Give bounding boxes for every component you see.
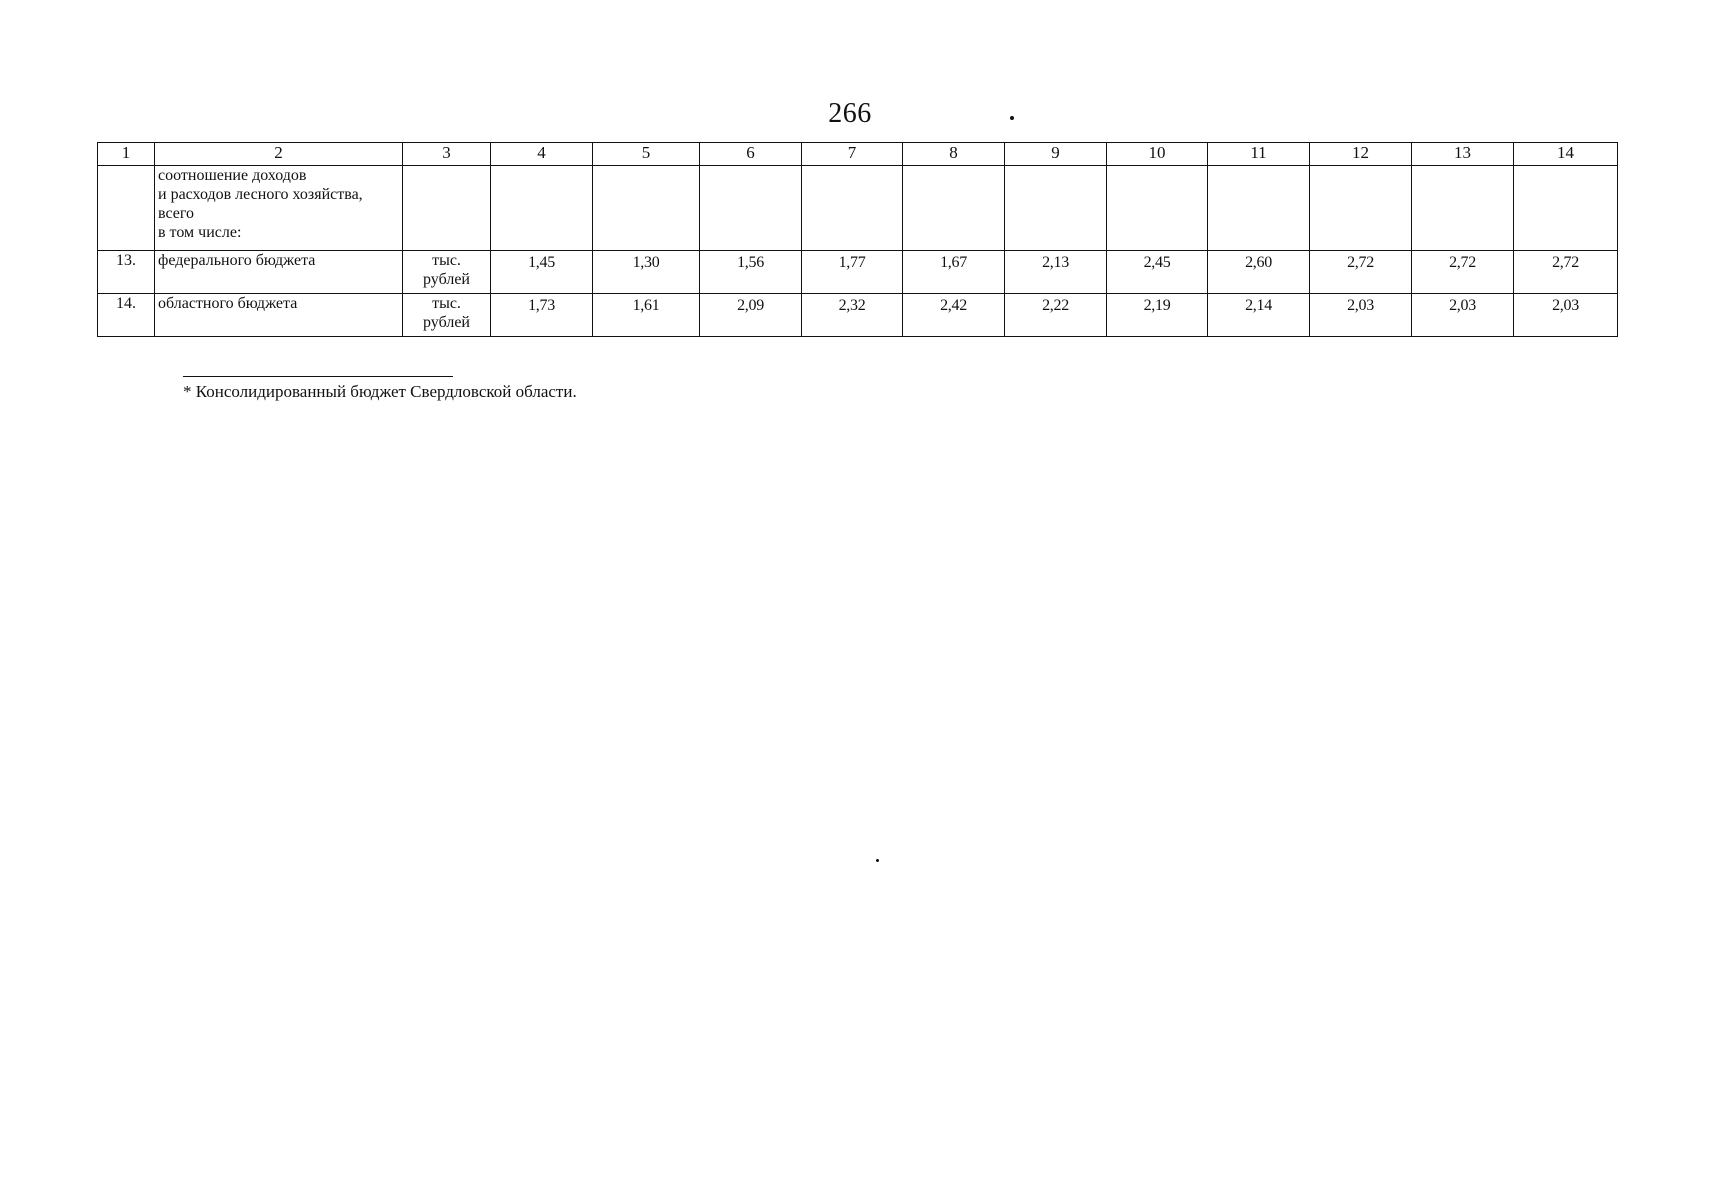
- value-cell: 2,32: [802, 294, 903, 337]
- footnote-divider: [183, 376, 453, 377]
- value-cell: 1,77: [802, 251, 903, 294]
- value-cell: [700, 166, 802, 251]
- table-row-regional: [98, 294, 1618, 337]
- value-cell: 1,45: [491, 251, 593, 294]
- column-header-7: 7: [802, 143, 903, 166]
- column-header-14: 14: [1514, 143, 1618, 166]
- footnote: * Консолидированный бюджет Свердловской области.: [183, 382, 577, 401]
- value-cell: 2,13: [1005, 251, 1107, 294]
- value-cell: 2,42: [903, 294, 1005, 337]
- column-header-12: 12: [1310, 143, 1412, 166]
- value-cell: [593, 166, 700, 251]
- table-row-description: [98, 166, 1618, 251]
- value-cell: 1,30: [593, 251, 700, 294]
- value-cell: [1310, 166, 1412, 251]
- value-cell: 1,67: [903, 251, 1005, 294]
- value-cell: 2,14: [1208, 294, 1310, 337]
- value-cell: [1005, 166, 1107, 251]
- column-header-13: 13: [1412, 143, 1514, 166]
- value-cell: [1412, 166, 1514, 251]
- column-header-10: 10: [1107, 143, 1208, 166]
- column-header-2: 2: [155, 143, 403, 166]
- value-cell: 2,72: [1310, 251, 1412, 294]
- value-cell: [491, 166, 593, 251]
- column-header-1: 1: [98, 143, 155, 166]
- value-cell: 1,61: [593, 294, 700, 337]
- indicator-name-cell: федерального бюджета: [155, 251, 403, 294]
- row-number-cell: 14.: [98, 294, 155, 337]
- column-number-row: [98, 143, 1618, 166]
- value-cell: 1,56: [700, 251, 802, 294]
- row-number-cell: [98, 166, 155, 251]
- value-cell: [1208, 166, 1310, 251]
- value-cell: 2,72: [1412, 251, 1514, 294]
- value-cell: 2,19: [1107, 294, 1208, 337]
- value-cell: 2,03: [1412, 294, 1514, 337]
- unit-cell: [403, 166, 491, 251]
- budget-ratio-table: [97, 142, 1618, 337]
- unit-cell: тыс. рублей: [403, 251, 491, 294]
- unit-cell: тыс. рублей: [403, 294, 491, 337]
- column-header-5: 5: [593, 143, 700, 166]
- value-cell: 2,03: [1514, 294, 1618, 337]
- scan-dot-mark: [876, 859, 879, 862]
- value-cell: 2,45: [1107, 251, 1208, 294]
- column-header-3: 3: [403, 143, 491, 166]
- value-cell: [1514, 166, 1618, 251]
- table-row-federal: [98, 251, 1618, 294]
- value-cell: 2,09: [700, 294, 802, 337]
- column-header-9: 9: [1005, 143, 1107, 166]
- indicator-name-cell: соотношение доходов и расходов лесного хозяйства, всего в том числе:: [155, 166, 403, 251]
- value-cell: [903, 166, 1005, 251]
- indicator-name-cell: областного бюджета: [155, 294, 403, 337]
- value-cell: 2,72: [1514, 251, 1618, 294]
- value-cell: 2,22: [1005, 294, 1107, 337]
- value-cell: [802, 166, 903, 251]
- value-cell: 1,73: [491, 294, 593, 337]
- page-number: 266: [828, 98, 872, 129]
- column-header-6: 6: [700, 143, 802, 166]
- value-cell: [1107, 166, 1208, 251]
- value-cell: 2,60: [1208, 251, 1310, 294]
- value-cell: 2,03: [1310, 294, 1412, 337]
- column-header-8: 8: [903, 143, 1005, 166]
- column-header-4: 4: [491, 143, 593, 166]
- row-number-cell: 13.: [98, 251, 155, 294]
- scan-dot-mark: [1010, 116, 1014, 120]
- column-header-11: 11: [1208, 143, 1310, 166]
